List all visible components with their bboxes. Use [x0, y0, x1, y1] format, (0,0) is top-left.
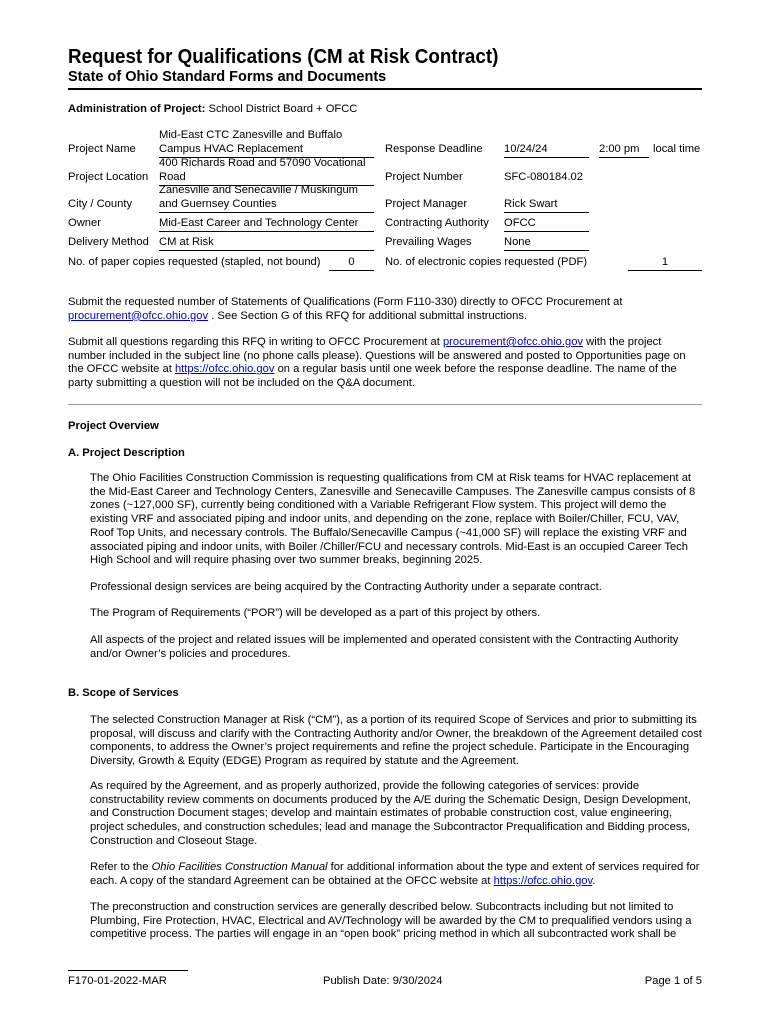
response-deadline-label: Response Deadline — [385, 143, 483, 155]
electronic-copies-value: 1 — [628, 256, 702, 271]
contracting-authority-label: Contracting Authority — [385, 217, 489, 229]
delivery-method-label: Delivery Method — [68, 236, 149, 248]
project-location-line1: 400 Richards Road and 57090 Vocational — [159, 157, 366, 169]
publish-date: Publish Date: 9/30/2024 — [323, 975, 443, 987]
manual-ref-text-c: . — [592, 874, 596, 887]
administration-label: Administration of Project: — [68, 103, 206, 115]
por-paragraph: The Program of Requirements (“POR”) will be developed as a part of this project by others. — [90, 607, 541, 619]
project-location-label: Project Location — [68, 171, 149, 183]
scope-paragraph-2: As required by the Agreement, and as properly authorized, provide the following categories of services: provide constructability review comments on documents produced by the A/E during the Schematic Design, Design Development, and Construction Document stages; develop and maintain estimates of probable construction cost, value engineering, project schedules, and construction schedules; lead and manage the Subcontractor Prequalification and Bidding process, Construction and Closeout Stage. — [90, 780, 691, 847]
ofcc-agreement-link[interactable]: https://ofcc.ohio.gov — [493, 874, 593, 887]
paper-copies-label: No. of paper copies requested (stapled, not bound) — [68, 256, 321, 268]
submission-paragraph — [68, 296, 702, 323]
page-subtitle: State of Ohio Standard Forms and Documents — [68, 69, 387, 85]
questions-text-line4: party submitting a question will not be included on the Q&A document. — [68, 377, 416, 390]
delivery-method-value: CM at Risk — [159, 236, 374, 251]
design-services-paragraph: Professional design services are being acquired by the Contracting Authority under a separate contract. — [90, 581, 602, 593]
manual-ref-text-a: Refer to the — [90, 861, 152, 873]
city-county-line2: and Guernsey Counties — [159, 198, 374, 213]
project-name-line1: Mid-East CTC Zanesville and Buffalo — [159, 129, 343, 141]
local-time-label: local time — [653, 143, 701, 155]
administration-value: School District Board + OFCC — [208, 103, 358, 115]
questions-text-c: the OFCC website at — [68, 363, 175, 376]
administration-line — [68, 103, 357, 115]
city-county-label: City / County — [68, 198, 133, 210]
page-title: Request for Qualifications (CM at Risk Contract) — [68, 46, 499, 68]
submission-text-a: Submit the requested number of Statements of Qualifications (Form F110-330) directly to OFCC Procurement at — [68, 296, 623, 308]
procurement-email-link[interactable]: procurement@ofcc.ohio.gov — [68, 309, 209, 322]
owner-value: Mid-East Career and Technology Center — [159, 217, 374, 232]
project-location-line2: Road — [159, 171, 374, 186]
owner-label: Owner — [68, 217, 101, 229]
ofcc-website-link[interactable]: https://ofcc.ohio.gov — [174, 363, 275, 376]
policies-paragraph: All aspects of the project and related issues will be implemented and operated consistent with the Contracting Authority and/or Owner’s policies and procedures. — [90, 634, 679, 660]
scope-paragraph-3 — [90, 861, 702, 888]
scope-of-services-heading: B. Scope of Services — [68, 687, 179, 699]
project-number-value: SFC-080184.02 — [504, 171, 583, 183]
questions-text-b: with the project — [583, 336, 662, 348]
project-description-paragraph: The Ohio Facilities Construction Commission is requesting qualifications from CM at Risk teams for HVAC replacement at the Mid-East Career and Technology Centers, Zanesville and Senecaville Campuses. The Zanesville campus consists of 8 zones (~127,000 SF), currently being conditioned with a Variable Refrigerant Flow system. This project will demo the existing VRF and associated piping and indoor units, and depending on the zone, replace with Boiler/Chiller, FCU, VAV, Roof Top Units, and necessary controls. The Buffalo/Senecaville Campus (~41,000 SF) will replace the existing VRF and associated piping and indoor units, with Boiler /Chiller/FCU and necessary controls. Mid-East is an occupied Career Tech High School and will require phasing over two summer breaks, beginning 2025. — [90, 472, 696, 567]
footer-divider — [68, 970, 188, 971]
electronic-copies-label: No. of electronic copies requested (PDF) — [385, 256, 588, 268]
title-divider — [68, 88, 702, 90]
manual-title: Ohio Facilities Construction Manual — [151, 861, 328, 873]
project-name-label: Project Name — [68, 143, 136, 155]
response-deadline-time: 2:00 pm — [599, 143, 649, 158]
project-manager-value: Rick Swart — [504, 198, 589, 213]
prevailing-wages-label: Prevailing Wages — [385, 236, 472, 248]
scope-paragraph-1: The selected Construction Manager at Risk (“CM”), as a portion of its required Scope of Services and prior to submitting its proposal, will discuss and clarify with the Contracting Authority and/or Owner, the breakdown of the Agreement detailed cost components, to address the Owner’s project requirements and refine the project schedule. Participate in the Encouraging Diversity, Growth & Equity (EDGE) Program as required by statute and the Agreement. — [90, 714, 702, 768]
project-number-label: Project Number — [385, 171, 463, 183]
manual-ref-text-b: for additional information about the type and extent of services required for each. A copy of the standard Agreement can be obtained at the OFCC website at — [90, 861, 700, 887]
project-name-line2: Campus HVAC Replacement — [159, 143, 374, 158]
questions-email-link[interactable]: procurement@ofcc.ohio.gov — [442, 336, 584, 348]
prevailing-wages-value: None — [504, 236, 589, 251]
project-description-heading: A. Project Description — [68, 447, 185, 459]
contracting-authority-value: OFCC — [504, 217, 589, 232]
form-number: F170-01-2022-MAR — [68, 975, 167, 987]
project-overview-heading: Project Overview — [68, 420, 159, 432]
questions-paragraph — [68, 336, 702, 391]
response-deadline-date: 10/24/24 — [504, 143, 589, 158]
document-page — [68, 0, 702, 1024]
section-divider — [68, 404, 702, 405]
scope-paragraph-4: The preconstruction and construction services are generally described below. Subcontracts including but not limited to Plumbing, Fire Protection, HVAC, Electrical and AV/Technology will be awarded by the CM to prequalified vendors using a competitive process. The parties will engage in an “open book” pricing method in which all subcontracted work shall be — [90, 901, 692, 941]
questions-text-line2: number included in the subject line (no phone calls please). Questions will be answered and posted to Opportunities page on — [68, 349, 686, 362]
page-number: Page 1 of 5 — [644, 975, 702, 987]
submission-text-b: . See Section G of this RFQ for additional submittal instructions. — [208, 309, 528, 322]
questions-text-a: Submit all questions regarding this RFQ in writing to OFCC Procurement at — [68, 336, 443, 348]
questions-text-d: on a regular basis until one week before the response deadline. The name of the — [274, 363, 677, 376]
city-county-line1: Zanesville and Senecaville / Muskingum — [159, 184, 358, 196]
project-manager-label: Project Manager — [385, 198, 468, 210]
paper-copies-value: 0 — [329, 256, 374, 271]
